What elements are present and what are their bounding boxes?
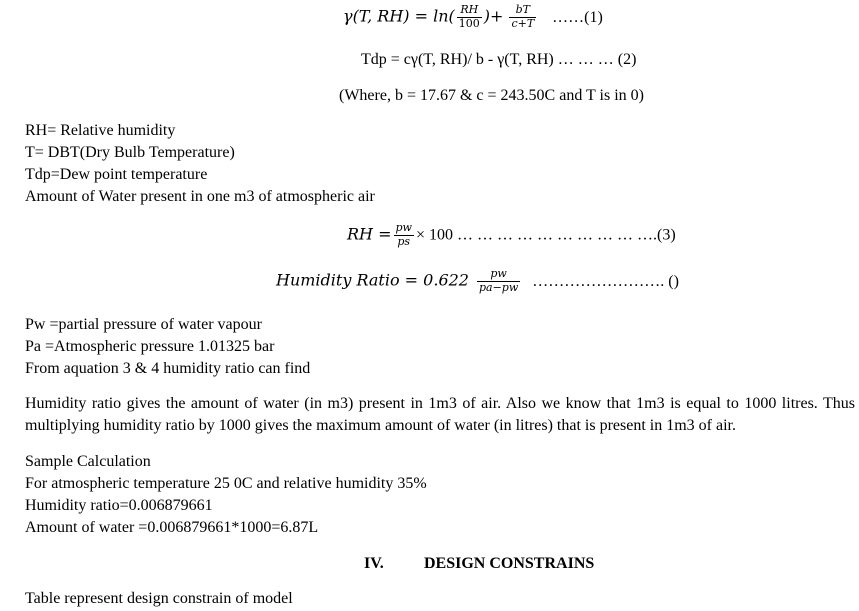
eq4-lhs: Humidity Ratio = 0.622 <box>276 270 469 290</box>
sample-water-amount: Amount of water =0.006879661*1000=6.87L <box>25 519 319 536</box>
sample-conditions: For atmospheric temperature 25 0C and relative humidity 35% <box>25 475 427 492</box>
equation-4 <box>276 268 679 294</box>
section-number: IV. <box>364 555 384 572</box>
eq4-tag: ……………………. () <box>532 272 679 290</box>
eq1-tag: ……(1) <box>552 8 603 26</box>
definition-pa: Pa =Atmospheric pressure 1.01325 bar <box>25 338 275 355</box>
equation-3 <box>347 222 676 248</box>
definition-water-amount: Amount of Water present in one m3 of atmospheric air <box>25 188 375 205</box>
equation-note: From aquation 3 & 4 humidity ratio can find <box>25 360 311 377</box>
equation-1 <box>343 4 603 30</box>
eq4-fraction: $\frac{pw}{pa-pw}$ <box>478 267 519 294</box>
eq1-mid: )+ <box>483 6 504 26</box>
eq3-rhs: × 100 … … … … … … … … … ….(3) <box>415 226 676 244</box>
sample-heading: Sample Calculation <box>25 453 151 470</box>
definition-rh: RH= Relative humidity <box>25 122 176 139</box>
eq1-fraction-rh: $\frac{RH}{100}$ <box>458 3 480 30</box>
definition-tdp: Tdp=Dew point temperature <box>25 166 208 183</box>
sample-humidity-ratio: Humidity ratio=0.006879661 <box>25 497 213 514</box>
eq3-fraction: $\frac{pw}{ps}$ <box>395 221 412 248</box>
section-title: DESIGN CONSTRAINS <box>424 555 595 572</box>
eq1-lhs: γ(T, RH) = ln( <box>343 6 455 26</box>
eq3-lhs: RH = <box>347 224 392 244</box>
equation-2: Tdp = cγ(T, RH)/ b - γ(T, RH) … … … (2) <box>361 51 637 68</box>
humidity-paragraph: Humidity ratio gives the amount of water (in m3) present in 1m3 of air. Also we know that 1m3 is equal to 1000 litres. Thus multiplying humidity ratio by 1000 gives the maximum amount of water (in litres) that is present in 1m3 of air. <box>25 395 855 434</box>
eq1-fraction-bt: $\frac{bT}{c+T}$ <box>511 3 535 30</box>
table-intro: Table represent design constrain of model <box>25 590 293 607</box>
definition-t: T= DBT(Dry Bulb Temperature) <box>25 144 235 161</box>
equation-constants: (Where, b = 17.67 & c = 243.50C and T is in 0) <box>339 87 644 104</box>
definition-pw: Pw =partial pressure of water vapour <box>25 316 262 333</box>
